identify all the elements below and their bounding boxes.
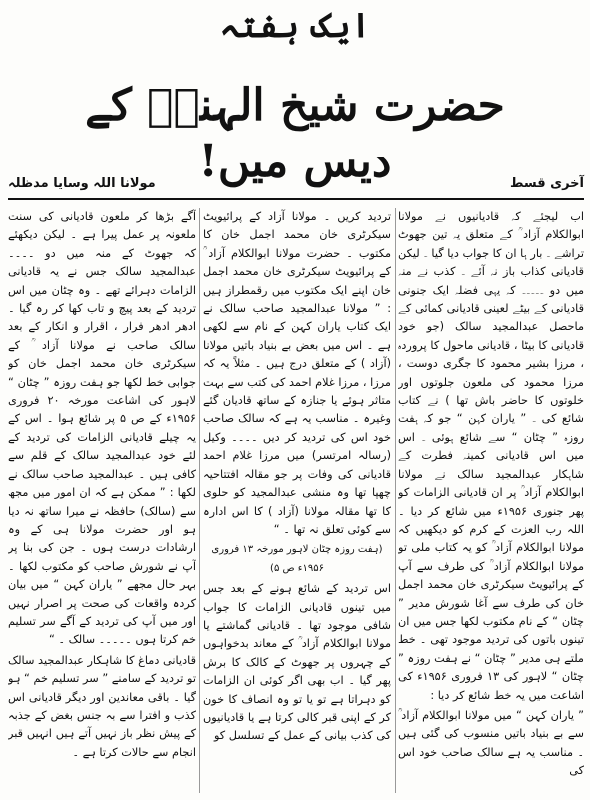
column-paragraph: اس تردید کے شائع ہونے کے بعد جس میں تینوں قادیانی الزامات کا جواب شافی موجود تھا ۔ قادیانی گماشتے یا مولانا ابوالکلام آزاد ؒ کے معاند بدخواہوں کے چہروں پر جھوٹ کے کالک کا برش پھر گیا ۔ اب بھی اگر کوئی ان الزامات کو دہراتا ہے تو یا تو وہ انصاف کا خون کر کے اپنی قبر کالی کرتا ہے یا قادیانیوں کی کذب بیانی کے عمل کے تسلسل کو bbox=[203, 582, 391, 743]
column-citation: (ہفت روزہ چٹان لاہور مورخہ ۱۳ فروری ۱۹۵۶ء ص ۵) bbox=[211, 544, 383, 574]
column-divider bbox=[395, 208, 396, 793]
text-column-1 bbox=[398, 208, 584, 798]
column-divider bbox=[199, 208, 200, 793]
text-column-2 bbox=[203, 208, 391, 798]
text-column-3 bbox=[8, 208, 196, 798]
column-paragraph: تردید کریں ۔ مولانا آزاد کے پرائیویٹ سیکرٹری خان محمد اجمل خان کا مکتوب ۔ حضرت مولانا ابوالکلام آزاد ؒ کے پرائیویٹ سیکرٹری خان محمد اجمل خان اپنے ایک مکتوب میں رقمطراز ہیں : ” مولانا عبدالمجید صاحب سالک نے ایک کتاب یاران کہن کے نام سے لکھی ہے ۔ اس میں بعض بے بنیاد باتیں مولانا (آزاد ) کے متعلق درج ہیں ۔ مثلاً یہ کہ مرزا ، مرزا غلام احمد کی کتب سے بہت متاثر ہوئے یا جنازہ کے ساتھ قادیان گئے وغیرہ ۔ مناسب یہ ہے کہ سالک صاحب خود اس کی تردید کر دیں ۔۔۔۔ وکیل (رسالہ امرتسر) میں مرزا غلام احمد قادیانی کی وفات پر جو مقالہ افتتاحیہ چھپا تھا وہ منشی عبدالمجید کو حلوی کا تھا مقالہ مولانا (آزاد ) کا اس ادارہ سے کوئی تعلق نہ تھا ۔ “ bbox=[203, 210, 391, 536]
column-paragraph: قادیانی دماغ کا شاہکار عبدالمجید سالک تو تردید کے سامنے ” سر تسلیم خم “ ہو گیا ۔ باقی معاندین اور دیگر قادیانی اس کذب و افترا سے بہ جنس بغض کے جذبہ کے پیش نظر باز نہیں آتے ہیں انہیں قبر انجام سے حالات کرتا ہے ۔ bbox=[8, 653, 196, 759]
installment-label: آخری قسط bbox=[509, 176, 584, 191]
column-paragraph: آگے بڑھا کر ملعون قادیانی کی سنت ملعونہ پر عمل پیرا ہے ۔ لیکن دیکھئے کہ جھوٹ کے منہ میں دو ۔۔۔۔ عبدالمجید سالک جس نے یہ قادیانی الزامات دہرائے تھے ۔ وہ چٹان میں اس تردید کے بعد پیچ و تاب کھا کر رہ گیا ۔ ادھر ادھر فرار ، اقرار و انکار کے بعد سالک صاحب نے مولانا آزاد ؒ کے سیکرٹری خان محمد اجمل خان کو جوابی خط لکھا جو ہفت روزہ ” چٹان “ لاہور کی اشاعت مورخہ ۲۰ فروری ۱۹۵۶ء کے ص ۵ پر شائع ہوا ۔ اس کے یہ چیلے قادیانی الزامات کی تردید کے لئے خود عبدالمجید سالک کے قلم سے کافی ہیں ۔ عبدالمجید صاحب سالک نے لکھا : ” ممکن ہے کہ ان امور میں مجھ سے (سالک) حافظہ نے میرا ساتھ نہ دیا ہو اور حضرت مولانا ہی کے وہ ارشادات درست ہوں ۔ جن کی بنا پر آپ نے شورش صاحب کو مکتوب لکھا ۔ بہر حال مجھے ” یاران کہن “ میں بیان کردہ واقعات کی صحت پر اصرار نہیں اور میں آپ کی تردید کے آگے سر تسلیم خم کرتا ہوں ۔۔۔۔۔ سالک ۔ “ bbox=[8, 210, 196, 647]
article-title: حضرت شیخ الہندؒ کے دیس میں! bbox=[85, 80, 505, 187]
header-rule bbox=[8, 198, 584, 200]
byline-row bbox=[8, 176, 584, 198]
column-paragraph: اب لیجئے کہ قادیانیوں نے مولانا ابوالکلام آزاد ؒ کے متعلق یہ تین جھوٹ تراشے ۔ بار ہا ان کا جواب دیا گیا ۔ لیکن قادیانی کذاب باز نہ آئے ۔ کذب نے منہ میں دو ۔۔۔۔۔ کہ یہی فضلہ ایک جنونی قادیانی کے بیٹے لعینی قادیانی کمائی کے ماحصل عبدالمجید سالک (جو خود قادیانی کا بیٹا ، قادیانی ماحول کا پروردہ ، مرزا بشیر محمود کا جگری دوست ، مرزا محمود کی ملعون جلوتوں اور خلوتوں کا حاضر باش تھا ) نے کتاب شائع کی ۔ ” یاران کہن “ جو کہ ہفت روزہ ” چٹان “ سے شائع ہوئی ۔ اس میں اس قادیانی کمینہ فطرت کے شاہکار عبدالمجید سالک نے مولانا ابوالکلام آزاد ؒ پر ان قادیانی الزامات کو پھر جنوری ۱۹۵۶ء میں شائع کر دیا ۔ اللہ رب العزت کے کرم کو دیکھیں کہ مولانا ابوالکلام آزاد ؒ کو یہ کتاب ملی تو مولانا ابوالکلام آزاد ؒ کی طرف سے آپ کے پرائیویٹ سیکرٹری خان محمد اجمل خان کی طرف سے آغا شورش مدیر ” چٹان “ کے نام مکتوب لکھا جس میں ان تینوں باتوں کی تردید موجود تھی ۔ خط ملتے ہی مدیر ” چٹان “ نے ہفت روزہ ” چٹان “ لاہور کی ۱۳ فروری ۱۹۵۶ء کی اشاعت میں یہ خط شائع کر دیا : bbox=[398, 210, 584, 702]
author-name: مولانا اللہ وسایا مدظلہ bbox=[8, 176, 156, 191]
article-kicker: ایک ہفتہ bbox=[219, 6, 371, 46]
column-paragraph: ” یاران کہن “ میں مولانا ابوالکلام آزاد ؒ سے بے بنیاد باتیں منسوب کی گئی ہیں ۔ مناسب یہ ہے سالک صاحب خود اس کی bbox=[398, 708, 584, 778]
